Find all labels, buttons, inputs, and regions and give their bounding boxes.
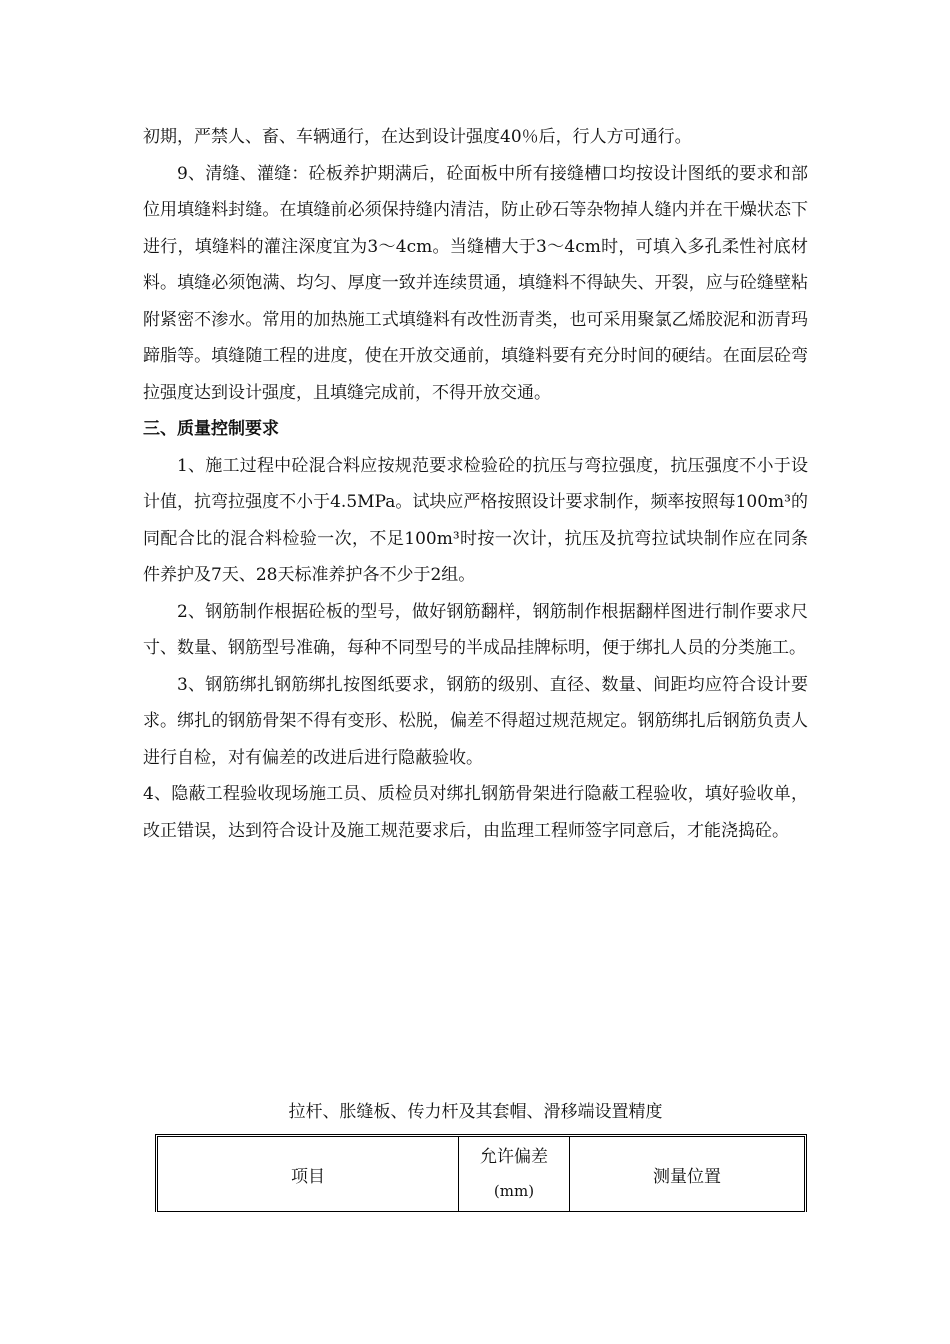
table-header-row <box>158 1137 804 1212</box>
precision-table <box>155 1134 807 1212</box>
quality-item-4: 4、隐蔽工程验收现场施工员、质检员对绑扎钢筋骨架进行隐蔽工程验收，填好验收单，改正错误，达到符合设计及施工规范要求后，由监理工程师签字同意后，才能浇捣砼。 <box>143 784 808 841</box>
header-tolerance <box>459 1137 570 1212</box>
body-text <box>143 119 808 849</box>
quality-item-1: 1、施工过程中砼混合料应按规范要求检验砼的抗压与弯拉强度，抗压强度不小于设计值，抗弯拉强度不小于4.5MPa。试块应严格按照设计要求制作，频率按照每100m³的同配合比的混合料检验一次，不足100m³时按一次计，抗压及抗弯拉试块制作应在同条件养护及7天、28天标准养护各不少于2组。 <box>143 455 808 585</box>
table-caption: 拉杆、胀缝板、传力杆及其套帽、滑移端设置精度 <box>288 1102 663 1122</box>
paragraph-curing-traffic: 初期，严禁人、畜、车辆通行，在达到设计强度40％后，行人方可通行。 <box>143 127 692 147</box>
header-item: 项目 <box>158 1137 459 1212</box>
quality-item-3: 3、钢筋绑扎钢筋绑扎按图纸要求，钢筋的级别、直径、数量、间距均应符合设计要求。绑扎的钢筋骨架不得有变形、松脱，偏差不得超过规范规定。钢筋绑扎后钢筋负责人进行自检，对有偏差的改进后进行隐蔽验收。 <box>143 674 808 768</box>
quality-item-2: 2、钢筋制作根据砼板的型号，做好钢筋翻样，钢筋制作根据翻样图进行制作要求尺寸、数量、钢筋型号准确，每种不同型号的半成品挂牌标明，便于绑扎人员的分类施工。 <box>143 601 808 658</box>
section-heading: 三、质量控制要求 <box>143 419 279 439</box>
header-tolerance-unit: (mm) <box>493 1182 535 1200</box>
header-tolerance-label: 允许偏差 <box>480 1147 548 1167</box>
paragraph-joint-sealing: 9、清缝、灌缝：砼板养护期满后，砼面板中所有接缝槽口均按设计图纸的要求和部位用填缝料封缝。在填缝前必须保持缝内清洁，防止砂石等杂物掉人缝内并在干燥状态下进行，填缝料的灌注深度宜为3～4cm。当缝槽大于3～4cm时，可填入多孔柔性衬底材料。填缝必须饱满、均匀、厚度一致并连续贯通，填缝料不得缺失、开裂，应与砼缝壁粘附紧密不渗水。常用的加热施工式填缝料有改性沥青类，也可采用聚氯乙烯胶泥和沥青玛蹄脂等。填缝随工程的进度，使在开放交通前，填缝料要有充分时间的硬结。在面层砼弯拉强度达到设计强度，且填缝完成前，不得开放交通。 <box>143 163 808 403</box>
header-position: 测量位置 <box>570 1137 804 1212</box>
